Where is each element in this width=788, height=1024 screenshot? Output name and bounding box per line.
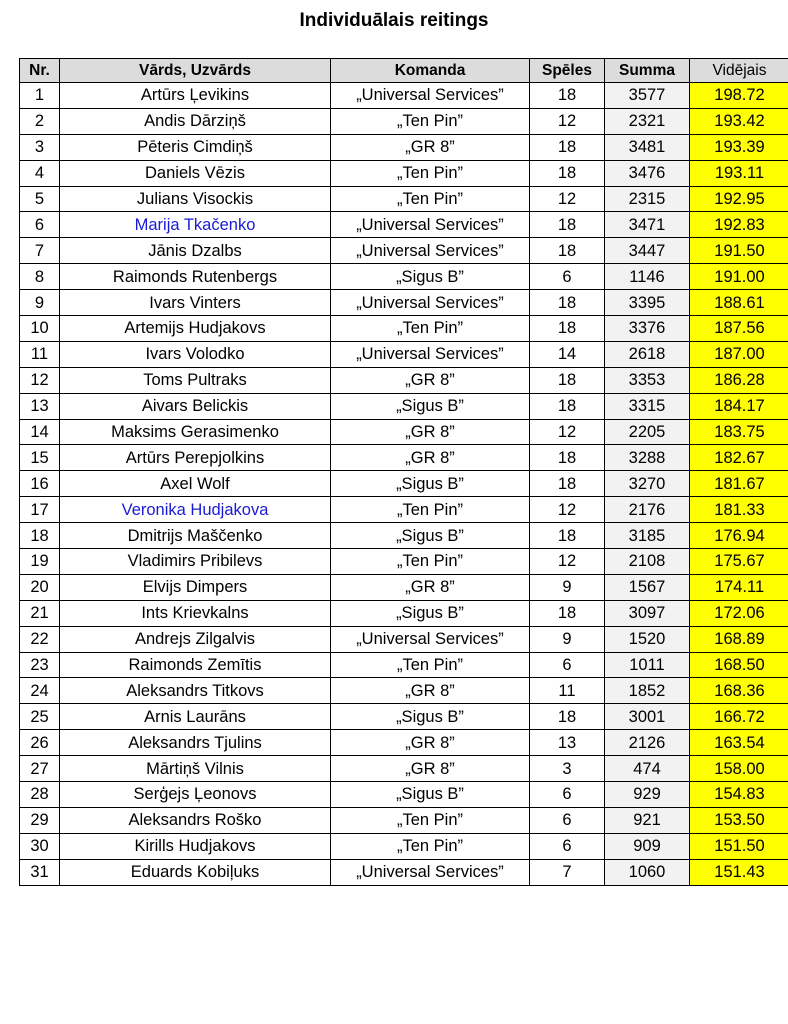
cell-name: Raimonds Zemītis	[60, 652, 331, 678]
cell-nr: 15	[20, 445, 60, 471]
cell-games: 18	[530, 212, 605, 238]
table-row	[20, 419, 788, 445]
cell-nr: 30	[20, 833, 60, 859]
cell-sum: 3481	[605, 134, 690, 160]
cell-games: 18	[530, 523, 605, 549]
cell-games: 18	[530, 160, 605, 186]
cell-nr: 2	[20, 108, 60, 134]
cell-games: 18	[530, 83, 605, 109]
cell-sum: 929	[605, 782, 690, 808]
cell-average: 193.11	[690, 160, 788, 186]
cell-sum: 3270	[605, 471, 690, 497]
cell-games: 18	[530, 393, 605, 419]
cell-sum: 2126	[605, 730, 690, 756]
cell-team: „Ten Pin”	[331, 807, 530, 833]
cell-sum: 474	[605, 756, 690, 782]
cell-name: Eduards Kobiļuks	[60, 859, 331, 885]
table-row	[20, 471, 788, 497]
cell-sum: 2205	[605, 419, 690, 445]
cell-team: „GR 8”	[331, 678, 530, 704]
table-row	[20, 652, 788, 678]
cell-games: 9	[530, 574, 605, 600]
cell-sum: 2315	[605, 186, 690, 212]
cell-games: 12	[530, 419, 605, 445]
cell-team: „Sigus B”	[331, 471, 530, 497]
cell-average: 187.00	[690, 341, 788, 367]
header-games: Spēles	[530, 59, 605, 83]
cell-name: Daniels Vēzis	[60, 160, 331, 186]
cell-nr: 7	[20, 238, 60, 264]
cell-name: Andis Dārziņš	[60, 108, 331, 134]
cell-average: 187.56	[690, 316, 788, 342]
cell-average: 163.54	[690, 730, 788, 756]
cell-games: 18	[530, 367, 605, 393]
cell-nr: 11	[20, 341, 60, 367]
cell-average: 191.50	[690, 238, 788, 264]
cell-nr: 3	[20, 134, 60, 160]
header-sum: Summa	[605, 59, 690, 83]
cell-sum: 3185	[605, 523, 690, 549]
cell-team: „GR 8”	[331, 756, 530, 782]
cell-games: 18	[530, 316, 605, 342]
cell-nr: 20	[20, 574, 60, 600]
cell-nr: 23	[20, 652, 60, 678]
cell-average: 153.50	[690, 807, 788, 833]
table-row	[20, 807, 788, 833]
cell-team: „Universal Services”	[331, 341, 530, 367]
cell-name: Marija Tkačenko	[60, 212, 331, 238]
cell-name: Ivars Vinters	[60, 290, 331, 316]
cell-sum: 3097	[605, 600, 690, 626]
table-row	[20, 704, 788, 730]
cell-name: Arnis Laurāns	[60, 704, 331, 730]
cell-games: 11	[530, 678, 605, 704]
table-row	[20, 238, 788, 264]
cell-games: 18	[530, 704, 605, 730]
cell-games: 6	[530, 807, 605, 833]
cell-name: Artemijs Hudjakovs	[60, 316, 331, 342]
cell-games: 18	[530, 238, 605, 264]
cell-team: „GR 8”	[331, 419, 530, 445]
header-name: Vārds, Uzvārds	[60, 59, 331, 83]
cell-name: Aleksandrs Roško	[60, 807, 331, 833]
cell-nr: 29	[20, 807, 60, 833]
cell-name: Toms Pultraks	[60, 367, 331, 393]
cell-team: „Ten Pin”	[331, 652, 530, 678]
table-row	[20, 445, 788, 471]
cell-name: Julians Visockis	[60, 186, 331, 212]
table-row	[20, 186, 788, 212]
cell-team: „Universal Services”	[331, 290, 530, 316]
cell-games: 18	[530, 445, 605, 471]
cell-sum: 1146	[605, 264, 690, 290]
cell-sum: 2176	[605, 497, 690, 523]
cell-games: 7	[530, 859, 605, 885]
cell-nr: 13	[20, 393, 60, 419]
cell-games: 18	[530, 600, 605, 626]
table-row	[20, 83, 788, 109]
cell-team: „Sigus B”	[331, 600, 530, 626]
cell-team: „GR 8”	[331, 730, 530, 756]
cell-team: „Universal Services”	[331, 626, 530, 652]
table-row	[20, 134, 788, 160]
cell-games: 12	[530, 497, 605, 523]
cell-games: 9	[530, 626, 605, 652]
cell-nr: 31	[20, 859, 60, 885]
cell-nr: 10	[20, 316, 60, 342]
table-row	[20, 626, 788, 652]
cell-sum: 2618	[605, 341, 690, 367]
cell-games: 14	[530, 341, 605, 367]
cell-nr: 28	[20, 782, 60, 808]
rating-table-body	[20, 83, 788, 886]
cell-average: 188.61	[690, 290, 788, 316]
cell-nr: 8	[20, 264, 60, 290]
cell-average: 166.72	[690, 704, 788, 730]
cell-name: Serģejs Ļeonovs	[60, 782, 331, 808]
header-team: Komanda	[331, 59, 530, 83]
cell-games: 18	[530, 134, 605, 160]
cell-name: Veronika Hudjakova	[60, 497, 331, 523]
header-row	[20, 59, 788, 83]
cell-games: 3	[530, 756, 605, 782]
table-row	[20, 497, 788, 523]
cell-sum: 3288	[605, 445, 690, 471]
cell-sum: 2108	[605, 549, 690, 575]
table-row	[20, 212, 788, 238]
cell-team: „GR 8”	[331, 367, 530, 393]
cell-sum: 1060	[605, 859, 690, 885]
table-row	[20, 316, 788, 342]
cell-nr: 9	[20, 290, 60, 316]
cell-average: 183.75	[690, 419, 788, 445]
cell-sum: 3353	[605, 367, 690, 393]
cell-nr: 24	[20, 678, 60, 704]
cell-nr: 18	[20, 523, 60, 549]
cell-games: 12	[530, 549, 605, 575]
cell-nr: 25	[20, 704, 60, 730]
cell-team: „Ten Pin”	[331, 108, 530, 134]
table-row	[20, 108, 788, 134]
cell-name: Artūrs Perepjolkins	[60, 445, 331, 471]
cell-team: „Sigus B”	[331, 393, 530, 419]
cell-games: 13	[530, 730, 605, 756]
cell-team: „Ten Pin”	[331, 160, 530, 186]
cell-name: Axel Wolf	[60, 471, 331, 497]
cell-sum: 1520	[605, 626, 690, 652]
cell-nr: 1	[20, 83, 60, 109]
table-row	[20, 341, 788, 367]
cell-games: 6	[530, 652, 605, 678]
cell-name: Jānis Dzalbs	[60, 238, 331, 264]
table-row	[20, 264, 788, 290]
cell-name: Maksims Gerasimenko	[60, 419, 331, 445]
cell-name: Artūrs Ļevikins	[60, 83, 331, 109]
cell-name: Vladimirs Pribilevs	[60, 549, 331, 575]
cell-games: 18	[530, 290, 605, 316]
cell-team: „GR 8”	[331, 445, 530, 471]
cell-sum: 3471	[605, 212, 690, 238]
cell-team: „Ten Pin”	[331, 833, 530, 859]
cell-sum: 1011	[605, 652, 690, 678]
cell-team: „Ten Pin”	[331, 497, 530, 523]
cell-games: 12	[530, 186, 605, 212]
cell-average: 181.67	[690, 471, 788, 497]
cell-average: 151.50	[690, 833, 788, 859]
cell-sum: 3001	[605, 704, 690, 730]
cell-average: 186.28	[690, 367, 788, 393]
cell-average: 192.95	[690, 186, 788, 212]
cell-name: Ints Krievkalns	[60, 600, 331, 626]
cell-team: „Universal Services”	[331, 238, 530, 264]
page-title: Individuālais reitings	[299, 10, 489, 31]
cell-nr: 27	[20, 756, 60, 782]
cell-sum: 3376	[605, 316, 690, 342]
table-row	[20, 833, 788, 859]
table-row	[20, 782, 788, 808]
table-row	[20, 549, 788, 575]
cell-nr: 17	[20, 497, 60, 523]
rating-table	[19, 58, 788, 886]
cell-name: Raimonds Rutenbergs	[60, 264, 331, 290]
cell-average: 168.50	[690, 652, 788, 678]
cell-team: „Universal Services”	[331, 859, 530, 885]
cell-nr: 5	[20, 186, 60, 212]
cell-average: 168.36	[690, 678, 788, 704]
cell-team: „Universal Services”	[331, 212, 530, 238]
cell-sum: 2321	[605, 108, 690, 134]
cell-team: „Sigus B”	[331, 523, 530, 549]
cell-average: 154.83	[690, 782, 788, 808]
cell-team: „Sigus B”	[331, 782, 530, 808]
table-row	[20, 393, 788, 419]
cell-sum: 1852	[605, 678, 690, 704]
cell-name: Kirills Hudjakovs	[60, 833, 331, 859]
cell-average: 168.89	[690, 626, 788, 652]
cell-sum: 3315	[605, 393, 690, 419]
cell-games: 6	[530, 782, 605, 808]
cell-nr: 22	[20, 626, 60, 652]
header-nr: Nr.	[20, 59, 60, 83]
cell-sum: 1567	[605, 574, 690, 600]
table-row	[20, 367, 788, 393]
cell-team: „Universal Services”	[331, 83, 530, 109]
cell-average: 193.39	[690, 134, 788, 160]
cell-team: „GR 8”	[331, 574, 530, 600]
cell-games: 6	[530, 264, 605, 290]
table-row	[20, 730, 788, 756]
table-row	[20, 523, 788, 549]
cell-games: 18	[530, 471, 605, 497]
table-row	[20, 600, 788, 626]
cell-name: Dmitrijs Maščenko	[60, 523, 331, 549]
cell-average: 198.72	[690, 83, 788, 109]
cell-nr: 14	[20, 419, 60, 445]
cell-name: Mārtiņš Vilnis	[60, 756, 331, 782]
cell-average: 182.67	[690, 445, 788, 471]
cell-average: 174.11	[690, 574, 788, 600]
cell-average: 158.00	[690, 756, 788, 782]
cell-sum: 3476	[605, 160, 690, 186]
cell-team: „Sigus B”	[331, 264, 530, 290]
cell-nr: 19	[20, 549, 60, 575]
cell-name: Pēteris Cimdiņš	[60, 134, 331, 160]
cell-games: 6	[530, 833, 605, 859]
cell-nr: 6	[20, 212, 60, 238]
cell-sum: 3577	[605, 83, 690, 109]
table-row	[20, 574, 788, 600]
cell-average: 181.33	[690, 497, 788, 523]
cell-average: 175.67	[690, 549, 788, 575]
table-row	[20, 859, 788, 885]
cell-average: 192.83	[690, 212, 788, 238]
cell-name: Aleksandrs Tjulins	[60, 730, 331, 756]
cell-sum: 921	[605, 807, 690, 833]
cell-team: „GR 8”	[331, 134, 530, 160]
cell-team: „Ten Pin”	[331, 186, 530, 212]
table-row	[20, 160, 788, 186]
cell-average: 151.43	[690, 859, 788, 885]
table-row	[20, 756, 788, 782]
cell-name: Aleksandrs Titkovs	[60, 678, 331, 704]
cell-team: „Ten Pin”	[331, 549, 530, 575]
cell-sum: 3395	[605, 290, 690, 316]
cell-name: Ivars Volodko	[60, 341, 331, 367]
cell-average: 176.94	[690, 523, 788, 549]
cell-name: Andrejs Zilgalvis	[60, 626, 331, 652]
cell-average: 191.00	[690, 264, 788, 290]
cell-name: Elvijs Dimpers	[60, 574, 331, 600]
cell-average: 193.42	[690, 108, 788, 134]
cell-nr: 4	[20, 160, 60, 186]
cell-team: „Sigus B”	[331, 704, 530, 730]
cell-team: „Ten Pin”	[331, 316, 530, 342]
cell-games: 12	[530, 108, 605, 134]
cell-name: Aivars Belickis	[60, 393, 331, 419]
cell-nr: 16	[20, 471, 60, 497]
table-row	[20, 678, 788, 704]
cell-nr: 12	[20, 367, 60, 393]
cell-nr: 26	[20, 730, 60, 756]
table-row	[20, 290, 788, 316]
cell-average: 184.17	[690, 393, 788, 419]
cell-average: 172.06	[690, 600, 788, 626]
cell-sum: 3447	[605, 238, 690, 264]
cell-nr: 21	[20, 600, 60, 626]
header-average: Vidējais	[690, 59, 788, 83]
cell-sum: 909	[605, 833, 690, 859]
